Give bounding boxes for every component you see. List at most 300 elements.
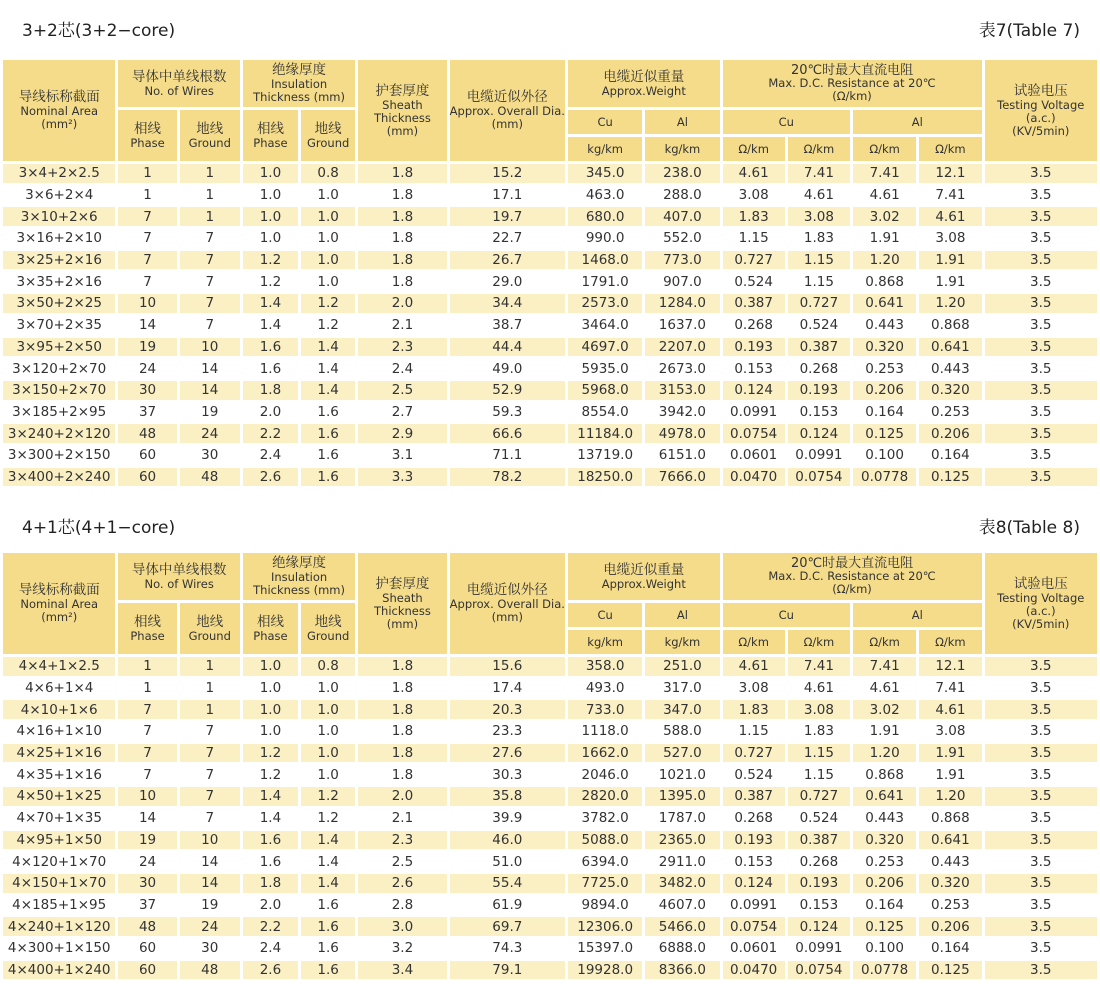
table-row bbox=[3, 722, 1097, 741]
cell-dia: 44.4 bbox=[450, 338, 565, 357]
cell-wires-ground: 48 bbox=[180, 961, 240, 980]
cell-weight-al: 1787.0 bbox=[645, 809, 719, 828]
cell-ins-phase: 1.4 bbox=[243, 316, 298, 335]
cell-weight-al: 7666.0 bbox=[645, 468, 719, 487]
unit-ohmkm: Ω/km bbox=[919, 137, 981, 161]
unit-ohmkm: Ω/km bbox=[853, 630, 916, 654]
table-number: 表8(Table 8) bbox=[978, 518, 1080, 538]
cell-ins-phase: 1.6 bbox=[243, 852, 298, 871]
cell-res-al-ground: 0.320 bbox=[919, 874, 981, 893]
cell-wires-ground: 7 bbox=[180, 787, 240, 806]
cell-dia: 79.1 bbox=[450, 961, 565, 980]
cell-ins-ground: 1.2 bbox=[301, 316, 355, 335]
cell-res-al-phase: 0.320 bbox=[853, 338, 916, 357]
cell-dia: 17.4 bbox=[450, 679, 565, 698]
cell-res-cu-phase: 0.0991 bbox=[723, 403, 785, 422]
cell-voltage: 3.5 bbox=[985, 896, 1098, 915]
cell-sheath: 3.1 bbox=[358, 446, 446, 465]
cell-wires-phase: 1 bbox=[118, 679, 176, 698]
cell-wires-ground: 1 bbox=[180, 164, 240, 183]
col-testing-voltage: 试验电压 Testing Voltage (a.c.) (KV/5min) bbox=[985, 553, 1098, 654]
unit-kgkm: kg/km bbox=[568, 630, 642, 654]
cell-area: 3×150+2×70 bbox=[3, 381, 115, 400]
col-ins-ground: 地线 Ground bbox=[301, 603, 355, 654]
cell-ins-phase: 1.2 bbox=[243, 251, 298, 270]
cell-res-cu-ground: 0.387 bbox=[788, 831, 850, 850]
cell-wires-phase: 37 bbox=[118, 896, 176, 915]
cell-sheath: 2.9 bbox=[358, 424, 446, 443]
cell-weight-cu: 2573.0 bbox=[568, 294, 642, 313]
cell-wires-phase: 7 bbox=[118, 229, 176, 248]
cell-sheath: 1.8 bbox=[358, 164, 446, 183]
cell-res-cu-ground: 0.0991 bbox=[788, 446, 850, 465]
cell-voltage: 3.5 bbox=[985, 809, 1098, 828]
unit-kgkm: kg/km bbox=[645, 630, 719, 654]
cell-area: 4×35+1×16 bbox=[3, 765, 115, 784]
cell-weight-al: 2207.0 bbox=[645, 338, 719, 357]
cell-res-al-ground: 0.868 bbox=[919, 809, 981, 828]
cell-sheath: 3.3 bbox=[358, 468, 446, 487]
cell-res-al-ground: 3.08 bbox=[919, 229, 981, 248]
cell-wires-phase: 30 bbox=[118, 874, 176, 893]
unit-kgkm: kg/km bbox=[645, 137, 719, 161]
cell-weight-cu: 1662.0 bbox=[568, 744, 642, 763]
cell-area: 3×400+2×240 bbox=[3, 468, 115, 487]
cell-res-cu-ground: 1.83 bbox=[788, 722, 850, 741]
cell-wires-ground: 30 bbox=[180, 446, 240, 465]
cell-weight-al: 8366.0 bbox=[645, 961, 719, 980]
cell-ins-phase: 1.8 bbox=[243, 874, 298, 893]
cell-res-cu-ground: 0.727 bbox=[788, 294, 850, 313]
table-row bbox=[3, 700, 1097, 719]
cell-dia: 51.0 bbox=[450, 852, 565, 871]
cell-res-al-phase: 0.868 bbox=[853, 765, 916, 784]
cell-weight-cu: 680.0 bbox=[568, 207, 642, 226]
cell-wires-ground: 14 bbox=[180, 359, 240, 378]
cell-voltage: 3.5 bbox=[985, 874, 1098, 893]
cell-res-cu-phase: 0.268 bbox=[723, 316, 785, 335]
cell-ins-ground: 1.0 bbox=[301, 229, 355, 248]
cell-ins-ground: 1.4 bbox=[301, 874, 355, 893]
cell-ins-ground: 1.4 bbox=[301, 381, 355, 400]
cell-sheath: 1.8 bbox=[358, 229, 446, 248]
cell-area: 4×240+1×120 bbox=[3, 917, 115, 936]
table-row bbox=[3, 338, 1097, 357]
cell-area: 4×10+1×6 bbox=[3, 700, 115, 719]
cell-res-al-ground: 0.641 bbox=[919, 338, 981, 357]
cell-weight-cu: 493.0 bbox=[568, 679, 642, 698]
cell-res-al-ground: 7.41 bbox=[919, 186, 981, 205]
cell-sheath: 1.8 bbox=[358, 722, 446, 741]
col-weight-cu: Cu bbox=[568, 110, 642, 134]
cell-sheath: 2.1 bbox=[358, 809, 446, 828]
cell-weight-cu: 7725.0 bbox=[568, 874, 642, 893]
cell-res-al-ground: 0.868 bbox=[919, 316, 981, 335]
cell-res-cu-ground: 0.153 bbox=[788, 896, 850, 915]
cell-wires-ground: 7 bbox=[180, 809, 240, 828]
cell-res-al-phase: 0.164 bbox=[853, 896, 916, 915]
cell-wires-phase: 60 bbox=[118, 446, 176, 465]
cell-res-al-phase: 0.443 bbox=[853, 316, 916, 335]
cell-dia: 17.1 bbox=[450, 186, 565, 205]
cell-weight-al: 288.0 bbox=[645, 186, 719, 205]
cell-weight-al: 6151.0 bbox=[645, 446, 719, 465]
cell-ins-phase: 1.4 bbox=[243, 294, 298, 313]
cell-dia: 15.2 bbox=[450, 164, 565, 183]
cell-weight-al: 3482.0 bbox=[645, 874, 719, 893]
table-row bbox=[3, 679, 1097, 698]
cell-res-cu-ground: 7.41 bbox=[788, 657, 850, 676]
table-row bbox=[3, 359, 1097, 378]
cell-res-al-phase: 0.100 bbox=[853, 446, 916, 465]
cell-weight-cu: 5968.0 bbox=[568, 381, 642, 400]
table-row bbox=[3, 939, 1097, 958]
cell-ins-phase: 2.0 bbox=[243, 896, 298, 915]
cell-sheath: 2.5 bbox=[358, 852, 446, 871]
cell-ins-ground: 1.4 bbox=[301, 831, 355, 850]
table-row bbox=[3, 657, 1097, 676]
col-weight-al: Al bbox=[645, 110, 719, 134]
cell-res-cu-ground: 3.08 bbox=[788, 700, 850, 719]
cell-dia: 61.9 bbox=[450, 896, 565, 915]
cell-res-al-phase: 0.253 bbox=[853, 359, 916, 378]
cell-wires-phase: 60 bbox=[118, 468, 176, 487]
spec-table bbox=[0, 57, 1100, 489]
cell-dia: 23.3 bbox=[450, 722, 565, 741]
cell-ins-ground: 1.6 bbox=[301, 403, 355, 422]
cell-voltage: 3.5 bbox=[985, 939, 1098, 958]
cell-res-cu-ground: 4.61 bbox=[788, 679, 850, 698]
cell-voltage: 3.5 bbox=[985, 207, 1098, 226]
cell-res-cu-phase: 3.08 bbox=[723, 679, 785, 698]
col-insulation: 绝缘厚度 Insulation Thickness (mm) bbox=[243, 553, 355, 600]
cell-res-al-ground: 1.20 bbox=[919, 787, 981, 806]
cell-wires-ground: 7 bbox=[180, 229, 240, 248]
cell-dia: 52.9 bbox=[450, 381, 565, 400]
cell-ins-phase: 1.6 bbox=[243, 338, 298, 357]
cell-res-al-phase: 7.41 bbox=[853, 657, 916, 676]
cell-weight-cu: 358.0 bbox=[568, 657, 642, 676]
cell-res-cu-phase: 0.153 bbox=[723, 852, 785, 871]
cell-dia: 35.8 bbox=[450, 787, 565, 806]
cell-voltage: 3.5 bbox=[985, 765, 1098, 784]
cell-res-al-phase: 0.164 bbox=[853, 403, 916, 422]
cell-area: 4×16+1×10 bbox=[3, 722, 115, 741]
unit-ohmkm: Ω/km bbox=[853, 137, 916, 161]
cell-voltage: 3.5 bbox=[985, 186, 1098, 205]
cell-wires-phase: 10 bbox=[118, 787, 176, 806]
cell-dia: 38.7 bbox=[450, 316, 565, 335]
cell-area: 4×95+1×50 bbox=[3, 831, 115, 850]
cell-weight-cu: 15397.0 bbox=[568, 939, 642, 958]
cell-weight-al: 1395.0 bbox=[645, 787, 719, 806]
cell-res-cu-ground: 7.41 bbox=[788, 164, 850, 183]
cell-sheath: 2.6 bbox=[358, 874, 446, 893]
cell-ins-phase: 1.4 bbox=[243, 809, 298, 828]
table-row bbox=[3, 809, 1097, 828]
cell-voltage: 3.5 bbox=[985, 831, 1098, 850]
cell-res-cu-phase: 0.524 bbox=[723, 272, 785, 291]
table-row bbox=[3, 186, 1097, 205]
col-res-al: Al bbox=[853, 110, 981, 134]
table-row bbox=[3, 896, 1097, 915]
cell-dia: 59.3 bbox=[450, 403, 565, 422]
cell-res-cu-phase: 0.524 bbox=[723, 765, 785, 784]
col-res-cu: Cu bbox=[723, 603, 850, 627]
cell-area: 3×35+2×16 bbox=[3, 272, 115, 291]
cell-weight-cu: 5088.0 bbox=[568, 831, 642, 850]
cell-voltage: 3.5 bbox=[985, 657, 1098, 676]
cell-res-al-phase: 0.125 bbox=[853, 917, 916, 936]
cell-ins-ground: 1.6 bbox=[301, 446, 355, 465]
cell-res-cu-ground: 0.387 bbox=[788, 338, 850, 357]
cell-res-cu-ground: 0.524 bbox=[788, 809, 850, 828]
cell-res-al-ground: 0.443 bbox=[919, 359, 981, 378]
cell-wires-phase: 48 bbox=[118, 424, 176, 443]
cell-voltage: 3.5 bbox=[985, 744, 1098, 763]
cell-dia: 27.6 bbox=[450, 744, 565, 763]
cell-res-cu-ground: 3.08 bbox=[788, 207, 850, 226]
cell-wires-ground: 7 bbox=[180, 765, 240, 784]
cell-dia: 74.3 bbox=[450, 939, 565, 958]
cell-res-cu-ground: 0.124 bbox=[788, 917, 850, 936]
cell-area: 3×6+2×4 bbox=[3, 186, 115, 205]
cell-sheath: 1.8 bbox=[358, 700, 446, 719]
cell-wires-ground: 7 bbox=[180, 251, 240, 270]
cell-sheath: 1.8 bbox=[358, 657, 446, 676]
unit-ohmkm: Ω/km bbox=[788, 630, 850, 654]
cell-voltage: 3.5 bbox=[985, 700, 1098, 719]
col-sheath: 护套厚度 Sheath Thickness (mm) bbox=[358, 553, 446, 654]
cell-res-al-ground: 0.164 bbox=[919, 446, 981, 465]
cell-ins-phase: 1.0 bbox=[243, 207, 298, 226]
cell-res-cu-ground: 0.193 bbox=[788, 874, 850, 893]
cell-weight-cu: 463.0 bbox=[568, 186, 642, 205]
cell-ins-ground: 1.6 bbox=[301, 896, 355, 915]
cell-dia: 29.0 bbox=[450, 272, 565, 291]
section-table-8 bbox=[0, 496, 1100, 984]
cell-area: 4×4+1×2.5 bbox=[3, 657, 115, 676]
cell-ins-ground: 1.0 bbox=[301, 679, 355, 698]
table-row bbox=[3, 917, 1097, 936]
cell-ins-phase: 1.0 bbox=[243, 679, 298, 698]
cell-res-al-phase: 0.206 bbox=[853, 381, 916, 400]
cell-ins-phase: 1.6 bbox=[243, 359, 298, 378]
cell-wires-ground: 14 bbox=[180, 381, 240, 400]
unit-ohmkm: Ω/km bbox=[788, 137, 850, 161]
col-res-cu: Cu bbox=[723, 110, 850, 134]
cell-sheath: 1.8 bbox=[358, 186, 446, 205]
cell-res-al-phase: 3.02 bbox=[853, 700, 916, 719]
table-row bbox=[3, 744, 1097, 763]
cell-ins-ground: 1.4 bbox=[301, 852, 355, 871]
cell-wires-ground: 24 bbox=[180, 424, 240, 443]
cell-dia: 46.0 bbox=[450, 831, 565, 850]
cell-res-al-ground: 0.253 bbox=[919, 403, 981, 422]
cell-res-cu-phase: 0.727 bbox=[723, 744, 785, 763]
cell-res-cu-ground: 0.0754 bbox=[788, 961, 850, 980]
cell-wires-phase: 24 bbox=[118, 359, 176, 378]
cell-res-cu-phase: 0.124 bbox=[723, 381, 785, 400]
cell-dia: 69.7 bbox=[450, 917, 565, 936]
cell-weight-cu: 345.0 bbox=[568, 164, 642, 183]
cell-dia: 15.6 bbox=[450, 657, 565, 676]
cell-res-cu-ground: 0.727 bbox=[788, 787, 850, 806]
cell-wires-ground: 48 bbox=[180, 468, 240, 487]
cell-res-al-phase: 1.20 bbox=[853, 744, 916, 763]
cell-res-cu-ground: 1.15 bbox=[788, 251, 850, 270]
cell-weight-cu: 12306.0 bbox=[568, 917, 642, 936]
col-wires-phase: 相线 Phase bbox=[118, 110, 176, 161]
table-row bbox=[3, 316, 1097, 335]
cell-weight-al: 2673.0 bbox=[645, 359, 719, 378]
cell-ins-phase: 2.6 bbox=[243, 961, 298, 980]
section-title: 4+1芯(4+1−core) bbox=[22, 518, 176, 538]
cell-area: 3×10+2×6 bbox=[3, 207, 115, 226]
spec-table bbox=[0, 550, 1100, 982]
cell-wires-phase: 7 bbox=[118, 700, 176, 719]
cell-res-cu-ground: 1.15 bbox=[788, 272, 850, 291]
cell-voltage: 3.5 bbox=[985, 961, 1098, 980]
cell-dia: 19.7 bbox=[450, 207, 565, 226]
col-approx-weight: 电缆近似重量 Approx.Weight bbox=[568, 553, 720, 600]
col-overall-dia: 电缆近似外径 Approx. Overall Dia. (mm) bbox=[450, 553, 565, 654]
cell-ins-ground: 1.2 bbox=[301, 787, 355, 806]
cell-ins-ground: 1.6 bbox=[301, 468, 355, 487]
cell-sheath: 3.0 bbox=[358, 917, 446, 936]
cell-res-al-ground: 1.91 bbox=[919, 744, 981, 763]
cell-res-al-ground: 0.125 bbox=[919, 468, 981, 487]
table-row bbox=[3, 403, 1097, 422]
col-sheath: 护套厚度 Sheath Thickness (mm) bbox=[358, 60, 446, 161]
table-row bbox=[3, 251, 1097, 270]
cell-ins-ground: 1.0 bbox=[301, 744, 355, 763]
cell-res-cu-ground: 1.15 bbox=[788, 765, 850, 784]
cell-res-al-ground: 12.1 bbox=[919, 164, 981, 183]
cell-res-cu-phase: 0.0470 bbox=[723, 961, 785, 980]
cell-res-cu-phase: 0.124 bbox=[723, 874, 785, 893]
cell-res-cu-ground: 0.524 bbox=[788, 316, 850, 335]
cell-wires-phase: 14 bbox=[118, 809, 176, 828]
cell-voltage: 3.5 bbox=[985, 679, 1098, 698]
cell-res-cu-ground: 0.153 bbox=[788, 403, 850, 422]
cell-res-al-ground: 1.91 bbox=[919, 251, 981, 270]
cell-voltage: 3.5 bbox=[985, 164, 1098, 183]
cell-res-al-phase: 4.61 bbox=[853, 679, 916, 698]
cell-dia: 66.6 bbox=[450, 424, 565, 443]
cell-dia: 49.0 bbox=[450, 359, 565, 378]
cell-res-al-phase: 0.0778 bbox=[853, 961, 916, 980]
cell-wires-ground: 14 bbox=[180, 874, 240, 893]
cell-sheath: 1.8 bbox=[358, 765, 446, 784]
cell-res-cu-ground: 0.193 bbox=[788, 381, 850, 400]
cell-dia: 55.4 bbox=[450, 874, 565, 893]
cell-wires-phase: 1 bbox=[118, 657, 176, 676]
cell-dia: 26.7 bbox=[450, 251, 565, 270]
col-dc-resistance: 20℃时最大直流电阻 Max. D.C. Resistance at 20℃ (Ω/km) bbox=[723, 553, 982, 600]
cell-res-cu-ground: 0.124 bbox=[788, 424, 850, 443]
table-row bbox=[3, 229, 1097, 248]
cell-dia: 71.1 bbox=[450, 446, 565, 465]
cell-wires-phase: 7 bbox=[118, 722, 176, 741]
cell-ins-phase: 2.2 bbox=[243, 424, 298, 443]
cell-weight-al: 2365.0 bbox=[645, 831, 719, 850]
cell-voltage: 3.5 bbox=[985, 272, 1098, 291]
cell-wires-phase: 10 bbox=[118, 294, 176, 313]
cell-area: 3×240+2×120 bbox=[3, 424, 115, 443]
cell-area: 3×300+2×150 bbox=[3, 446, 115, 465]
cell-sheath: 2.3 bbox=[358, 338, 446, 357]
cell-weight-cu: 2046.0 bbox=[568, 765, 642, 784]
cell-weight-cu: 18250.0 bbox=[568, 468, 642, 487]
cell-res-al-phase: 1.91 bbox=[853, 229, 916, 248]
cell-sheath: 3.2 bbox=[358, 939, 446, 958]
cell-weight-al: 2911.0 bbox=[645, 852, 719, 871]
cell-area: 3×95+2×50 bbox=[3, 338, 115, 357]
col-ins-phase: 相线 Phase bbox=[243, 110, 298, 161]
cell-res-al-phase: 0.206 bbox=[853, 874, 916, 893]
cell-weight-al: 552.0 bbox=[645, 229, 719, 248]
col-testing-voltage: 试验电压 Testing Voltage (a.c.) (KV/5min) bbox=[985, 60, 1098, 161]
cell-res-cu-ground: 0.268 bbox=[788, 359, 850, 378]
cell-res-cu-phase: 0.0601 bbox=[723, 939, 785, 958]
cell-res-al-ground: 0.125 bbox=[919, 961, 981, 980]
cell-sheath: 2.4 bbox=[358, 359, 446, 378]
cell-res-cu-ground: 0.268 bbox=[788, 852, 850, 871]
cell-res-al-ground: 4.61 bbox=[919, 700, 981, 719]
cell-area: 3×16+2×10 bbox=[3, 229, 115, 248]
cell-ins-ground: 1.0 bbox=[301, 272, 355, 291]
cell-weight-al: 6888.0 bbox=[645, 939, 719, 958]
cell-weight-al: 588.0 bbox=[645, 722, 719, 741]
cell-weight-cu: 4697.0 bbox=[568, 338, 642, 357]
cell-ins-phase: 1.6 bbox=[243, 831, 298, 850]
cell-wires-phase: 7 bbox=[118, 765, 176, 784]
cell-sheath: 2.1 bbox=[358, 316, 446, 335]
cell-weight-cu: 3464.0 bbox=[568, 316, 642, 335]
cell-wires-ground: 19 bbox=[180, 403, 240, 422]
cell-dia: 22.7 bbox=[450, 229, 565, 248]
cell-weight-cu: 8554.0 bbox=[568, 403, 642, 422]
cell-sheath: 1.8 bbox=[358, 272, 446, 291]
cell-wires-phase: 30 bbox=[118, 381, 176, 400]
cell-area: 4×120+1×70 bbox=[3, 852, 115, 871]
cell-ins-phase: 1.0 bbox=[243, 186, 298, 205]
cell-dia: 20.3 bbox=[450, 700, 565, 719]
cell-wires-ground: 19 bbox=[180, 896, 240, 915]
cell-res-al-phase: 0.125 bbox=[853, 424, 916, 443]
cell-res-al-ground: 7.41 bbox=[919, 679, 981, 698]
cell-voltage: 3.5 bbox=[985, 316, 1098, 335]
cell-res-al-ground: 0.320 bbox=[919, 381, 981, 400]
cell-ins-phase: 1.2 bbox=[243, 744, 298, 763]
cell-ins-phase: 2.2 bbox=[243, 917, 298, 936]
cell-wires-ground: 10 bbox=[180, 338, 240, 357]
cell-res-cu-ground: 0.0991 bbox=[788, 939, 850, 958]
cell-res-al-ground: 0.641 bbox=[919, 831, 981, 850]
cell-weight-al: 347.0 bbox=[645, 700, 719, 719]
cell-res-cu-ground: 1.15 bbox=[788, 744, 850, 763]
cell-res-al-ground: 0.443 bbox=[919, 852, 981, 871]
cell-weight-al: 1637.0 bbox=[645, 316, 719, 335]
cell-weight-al: 5466.0 bbox=[645, 917, 719, 936]
cell-wires-phase: 7 bbox=[118, 272, 176, 291]
cell-res-al-phase: 0.253 bbox=[853, 852, 916, 871]
cell-weight-al: 1021.0 bbox=[645, 765, 719, 784]
table-row bbox=[3, 787, 1097, 806]
cell-res-al-phase: 1.20 bbox=[853, 251, 916, 270]
cell-res-al-phase: 0.868 bbox=[853, 272, 916, 291]
